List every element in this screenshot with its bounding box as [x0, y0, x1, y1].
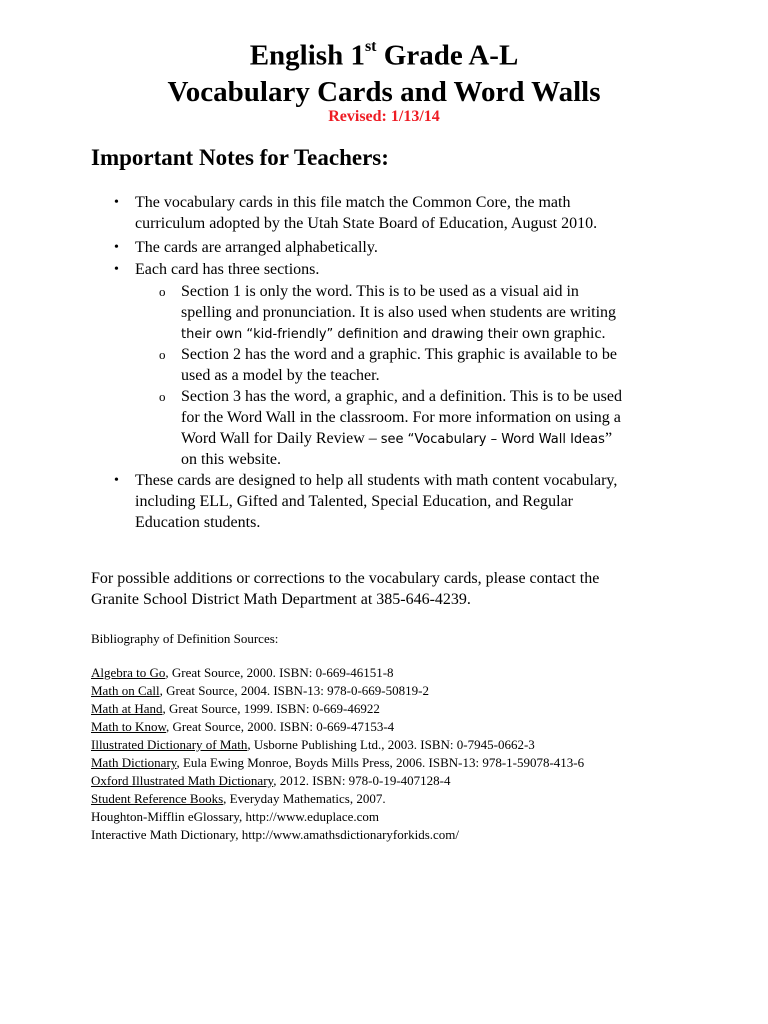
bullet-text: The vocabulary cards in this file match the Common Core, the math — [135, 194, 571, 211]
sub-bullet-marker: o — [159, 284, 166, 299]
bibliography-entry — [91, 754, 584, 771]
bullet-text: Each card has three sections. — [135, 261, 320, 278]
document-subtitle: Vocabulary Cards and Word Walls — [167, 76, 601, 108]
bibliography-details: , Great Source, 2000. ISBN: 0-669-46151-8 — [165, 665, 394, 680]
bibliography-entry — [91, 808, 379, 825]
sub-bullet-text: Word Wall for Daily Review – see “Vocabulary – Word Wall Ideas” — [181, 430, 613, 447]
sub-bullet-text: spelling and pronunciation. It is also used when students are writing — [181, 304, 617, 321]
bullet-text: Education students. — [135, 514, 261, 531]
document-title: English 1st Grade A-L — [249, 38, 519, 72]
notes-heading: Important Notes for Teachers: — [91, 145, 389, 170]
bibliography-title: Oxford Illustrated Math Dictionary — [91, 773, 274, 788]
sub-bullet-marker: o — [159, 347, 166, 362]
bibliography-details: Houghton-Mifflin eGlossary, http://www.eduplace.com — [91, 809, 379, 824]
bibliography-entry — [91, 718, 394, 735]
sub-bullet-marker: o — [159, 389, 166, 404]
bibliography-heading: Bibliography of Definition Sources: — [91, 631, 279, 646]
bibliography-entry — [91, 682, 429, 699]
bibliography-entry — [91, 700, 380, 717]
bibliography-title: Illustrated Dictionary of Math — [91, 737, 248, 752]
bibliography-details: , Usborne Publishing Ltd., 2003. ISBN: 0-7945-0662-3 — [247, 737, 535, 752]
bullet-dot: • — [114, 473, 119, 488]
bibliography-entry — [91, 736, 535, 753]
bibliography-title: Math at Hand — [91, 701, 163, 716]
title-superscript: st — [364, 38, 377, 55]
revised-date: Revised: 1/13/14 — [328, 108, 440, 125]
bullet-text: including ELL, Gifted and Talented, Special Education, and Regular — [135, 493, 574, 510]
bibliography-title: Algebra to Go — [91, 665, 166, 680]
bullet-text: The cards are arranged alphabetically. — [135, 239, 378, 256]
bullet-dot: • — [114, 240, 119, 255]
bibliography-entry — [91, 772, 451, 789]
bullet-dot: • — [114, 262, 119, 277]
bibliography-details: Interactive Math Dictionary, http://www.amathsdictionaryforkids.com/ — [91, 827, 459, 842]
bibliography-title: Math Dictionary — [91, 755, 177, 770]
bibliography-details: , Great Source, 2004. ISBN-13: 978-0-669-50819-2 — [159, 683, 429, 698]
bibliography-title: Student Reference Books — [91, 791, 224, 806]
bullet-dot: • — [114, 195, 119, 210]
bibliography-entry — [91, 826, 459, 843]
sub-bullet-text: Section 1 is only the word. This is to be used as a visual aid in — [181, 283, 579, 300]
contact-text: Granite School District Math Department at 385-646-4239. — [91, 591, 471, 608]
bibliography-title: Math on Call — [91, 683, 160, 698]
sub-bullet-text: for the Word Wall in the classroom. For more information on using a — [181, 409, 621, 426]
bullet-text: These cards are designed to help all students with math content vocabulary, — [135, 472, 618, 489]
sub-bullet-text: their own “kid-friendly” definition and drawing their own graphic. — [181, 325, 606, 342]
bibliography-details: , Great Source, 1999. ISBN: 0-669-46922 — [162, 701, 380, 716]
bibliography-details: , 2012. ISBN: 978-0-19-407128-4 — [273, 773, 451, 788]
bibliography-entry — [91, 790, 386, 807]
bibliography-details: , Great Source, 2000. ISBN: 0-669-47153-4 — [166, 719, 395, 734]
sub-bullet-text: used as a model by the teacher. — [181, 367, 380, 384]
bibliography-details: , Eula Ewing Monroe, Boyds Mills Press, 2006. ISBN-13: 978-1-59078-413-6 — [176, 755, 585, 770]
bibliography-details: , Everyday Mathematics, 2007. — [223, 791, 386, 806]
sub-bullet-text: Section 2 has the word and a graphic. This graphic is available to be — [181, 346, 618, 363]
bullet-text: curriculum adopted by the Utah State Board of Education, August 2010. — [135, 215, 598, 232]
sub-bullet-text: Section 3 has the word, a graphic, and a definition. This is to be used — [181, 388, 622, 405]
bibliography-title: Math to Know — [91, 719, 166, 734]
bibliography-entry — [91, 664, 394, 681]
contact-text: For possible additions or corrections to the vocabulary cards, please contact the — [91, 570, 600, 587]
sub-bullet-text: on this website. — [181, 451, 281, 468]
